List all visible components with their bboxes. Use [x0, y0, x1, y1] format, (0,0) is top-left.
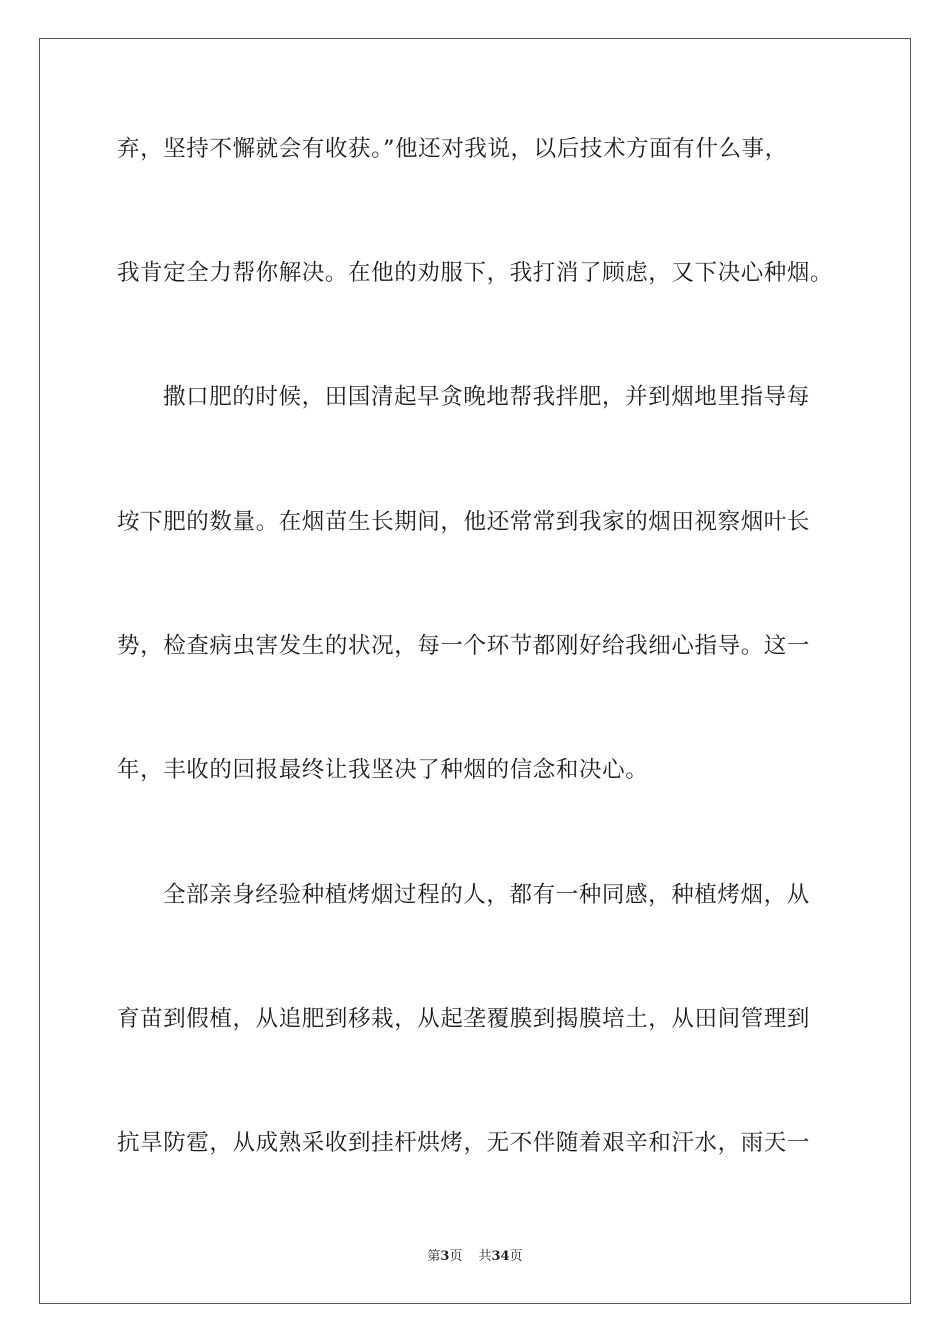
footer-page-prefix: 第 [427, 1249, 441, 1264]
text-line-5: 势，检查病虫害发生的状况，每一个环节都刚好给我细心指导。这一 [117, 633, 811, 659]
footer-total-pages: 34 [491, 1249, 510, 1264]
page-border [39, 38, 911, 1304]
footer-total-suffix: 页 [509, 1249, 523, 1264]
footer-page-suffix: 页 [449, 1249, 463, 1264]
footer-page-number: 3 [440, 1249, 450, 1264]
text-line-7: 全部亲身经验种植烤烟过程的人，都有一种同感，种植烤烟，从 [163, 882, 810, 908]
text-line-9: 抗旱防雹，从成熟采收到挂杆烘烤，无不伴随着艰辛和汗水，雨天一 [117, 1130, 811, 1156]
text-line-4: 垵下肥的数量。在烟苗生长期间，他还常常到我家的烟田视察烟叶长 [117, 509, 811, 535]
text-line-1: 弃，坚持不懈就会有收获。”他还对我说，以后技术方面有什么事， [117, 136, 788, 162]
text-line-2: 我肯定全力帮你解决。在他的劝服下，我打消了顾虑，又下决心种烟。 [117, 260, 834, 286]
page-footer [0, 1248, 950, 1266]
text-line-6: 年，丰收的回报最终让我坚决了种烟的信念和决心。 [117, 757, 649, 783]
text-line-3: 撒口肥的时候，田国清起早贪晚地帮我拌肥，并到烟地里指导每 [163, 384, 810, 410]
footer-total-prefix: 共 [478, 1249, 492, 1264]
text-line-8: 育苗到假植，从追肥到移栽，从起垄覆膜到揭膜培土，从田间管理到 [117, 1006, 811, 1032]
